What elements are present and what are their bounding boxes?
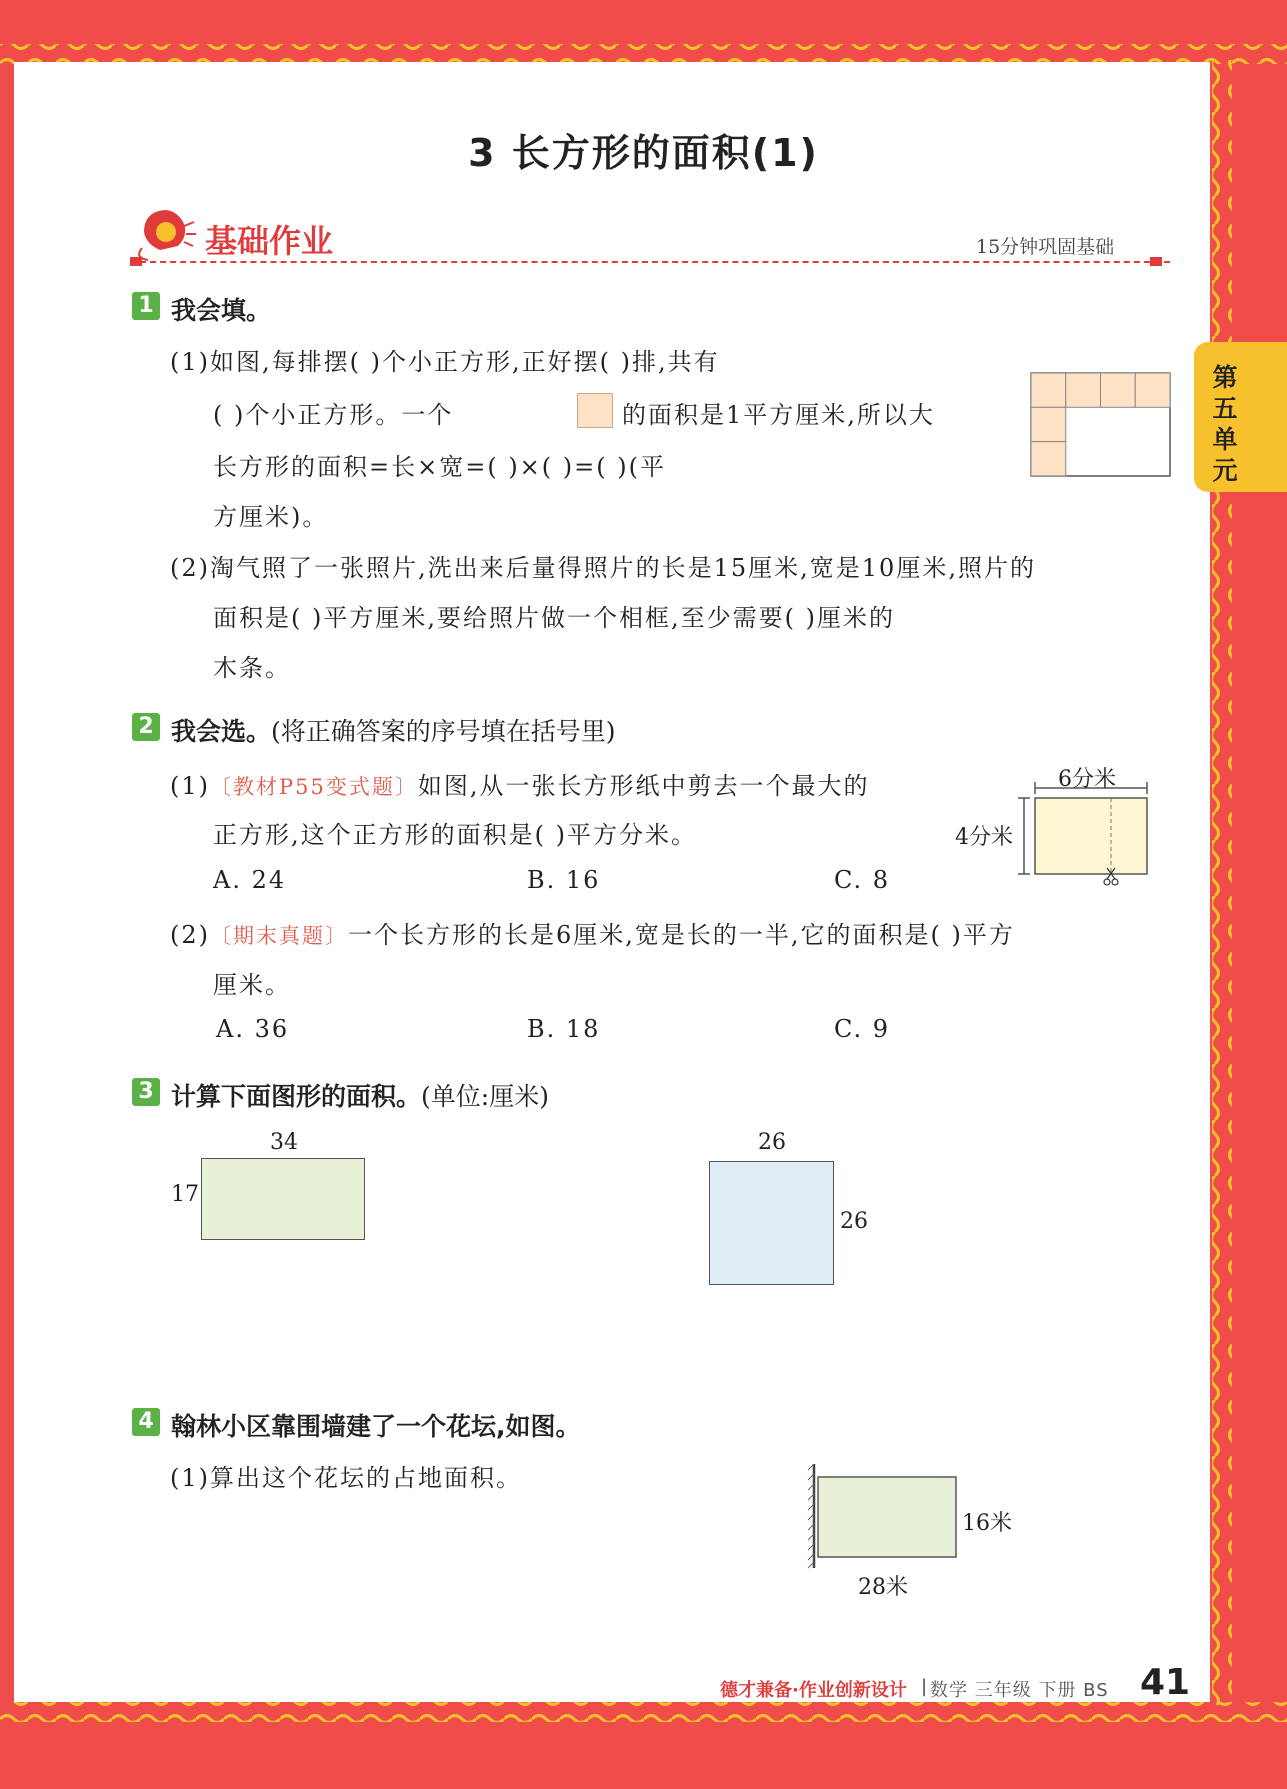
question-text: 厘米。 [213,971,291,999]
question-text: 木条。 [213,654,291,682]
item-text: 一个长方形的长是6厘米,宽是长的一半,它的面积是( )平方 [348,921,1015,949]
question-title-note: (单位:厘米) [421,1082,549,1111]
question-title-text: 我会选。 [171,717,272,746]
question-text [170,915,1015,950]
unit-square-icon [577,393,613,428]
square-figure [709,1161,834,1285]
question-title [171,712,616,748]
source-tag: 〔教材P55变式题〕 [210,775,418,799]
question-title: 翰林小区靠围墙建了一个花坛,如图。 [171,1412,581,1441]
dimension-label: 16米 [962,1511,1012,1536]
question-text: 面积是( )平方厘米,要给照片做一个相框,至少需要( )厘米的 [213,604,895,632]
section-title: 基础作业 [205,222,334,260]
section-note: 15分钟巩固基础 [976,236,1115,258]
question-text: (2)淘气照了一张照片,洗出来后量得照片的长是15厘米,宽是10厘米,照片的 [170,554,1036,582]
item-text: 如图,从一张长方形纸中剪去一个最大的 [417,772,870,800]
option-c: C. 9 [834,1015,891,1043]
divider-end-left [130,257,142,266]
lightbulb-icon [130,206,200,262]
item-number: (1) [170,772,210,800]
flowerbed-figure [806,1462,966,1570]
question-text: 方厘米)。 [213,503,329,531]
option-c: C. 8 [834,866,891,894]
question-title [171,1077,549,1113]
question-text: (1)如图,每排摆( )个小正方形,正好摆( )排,共有 [170,348,720,376]
question-number: 3 [132,1078,160,1106]
dimension-label: 34 [270,1130,298,1155]
unit-tab-label: 第五单元 [1212,363,1238,485]
option-a: A. 24 [213,866,287,894]
option-b: B. 18 [527,1015,601,1043]
dimension-label: 26 [758,1130,786,1155]
dimension-label: 4分米 [955,825,1013,850]
footer-divider: | [921,1676,928,1697]
grid-figure [1030,372,1172,478]
question-text: (1)算出这个花坛的占地面积。 [170,1464,522,1492]
option-a: A. 36 [216,1015,290,1043]
question-text: ( )个小正方形。一个 [213,401,454,429]
question-text: 正方形,这个正方形的面积是( )平方分米。 [213,821,697,849]
question-text [170,766,870,801]
footer-brand: 德才兼备·作业创新设计 [720,1680,907,1701]
rectangle-figure [201,1158,365,1240]
question-title: 我会填。 [171,296,272,325]
question-title-text: 计算下面图形的面积。 [171,1082,422,1111]
option-b: B. 16 [527,866,601,894]
lesson-title: 3 长方形的面积(1) [468,131,819,175]
question-number: 2 [132,713,160,741]
dimension-label: 26 [840,1209,868,1234]
dimension-label: 6分米 [1058,767,1116,792]
dimension-label: 17 [171,1182,199,1207]
source-tag: 〔期末真题〕 [210,924,348,948]
question-number: 1 [132,292,160,320]
footer-info: 数学 三年级 下册 BS [930,1680,1109,1701]
question-text: 长方形的面积=长×宽=( )×( )=( )(平 [213,453,666,481]
question-title-note: (将正确答案的序号填在括号里) [271,717,616,746]
section-divider [130,261,1170,263]
question-text: 的面积是1平方厘米,所以大 [622,401,935,429]
page-number: 41 [1140,1662,1191,1703]
item-number: (2) [170,921,210,949]
divider-end-right [1150,257,1162,266]
dimension-label: 28米 [858,1575,908,1600]
question-number: 4 [132,1408,160,1436]
